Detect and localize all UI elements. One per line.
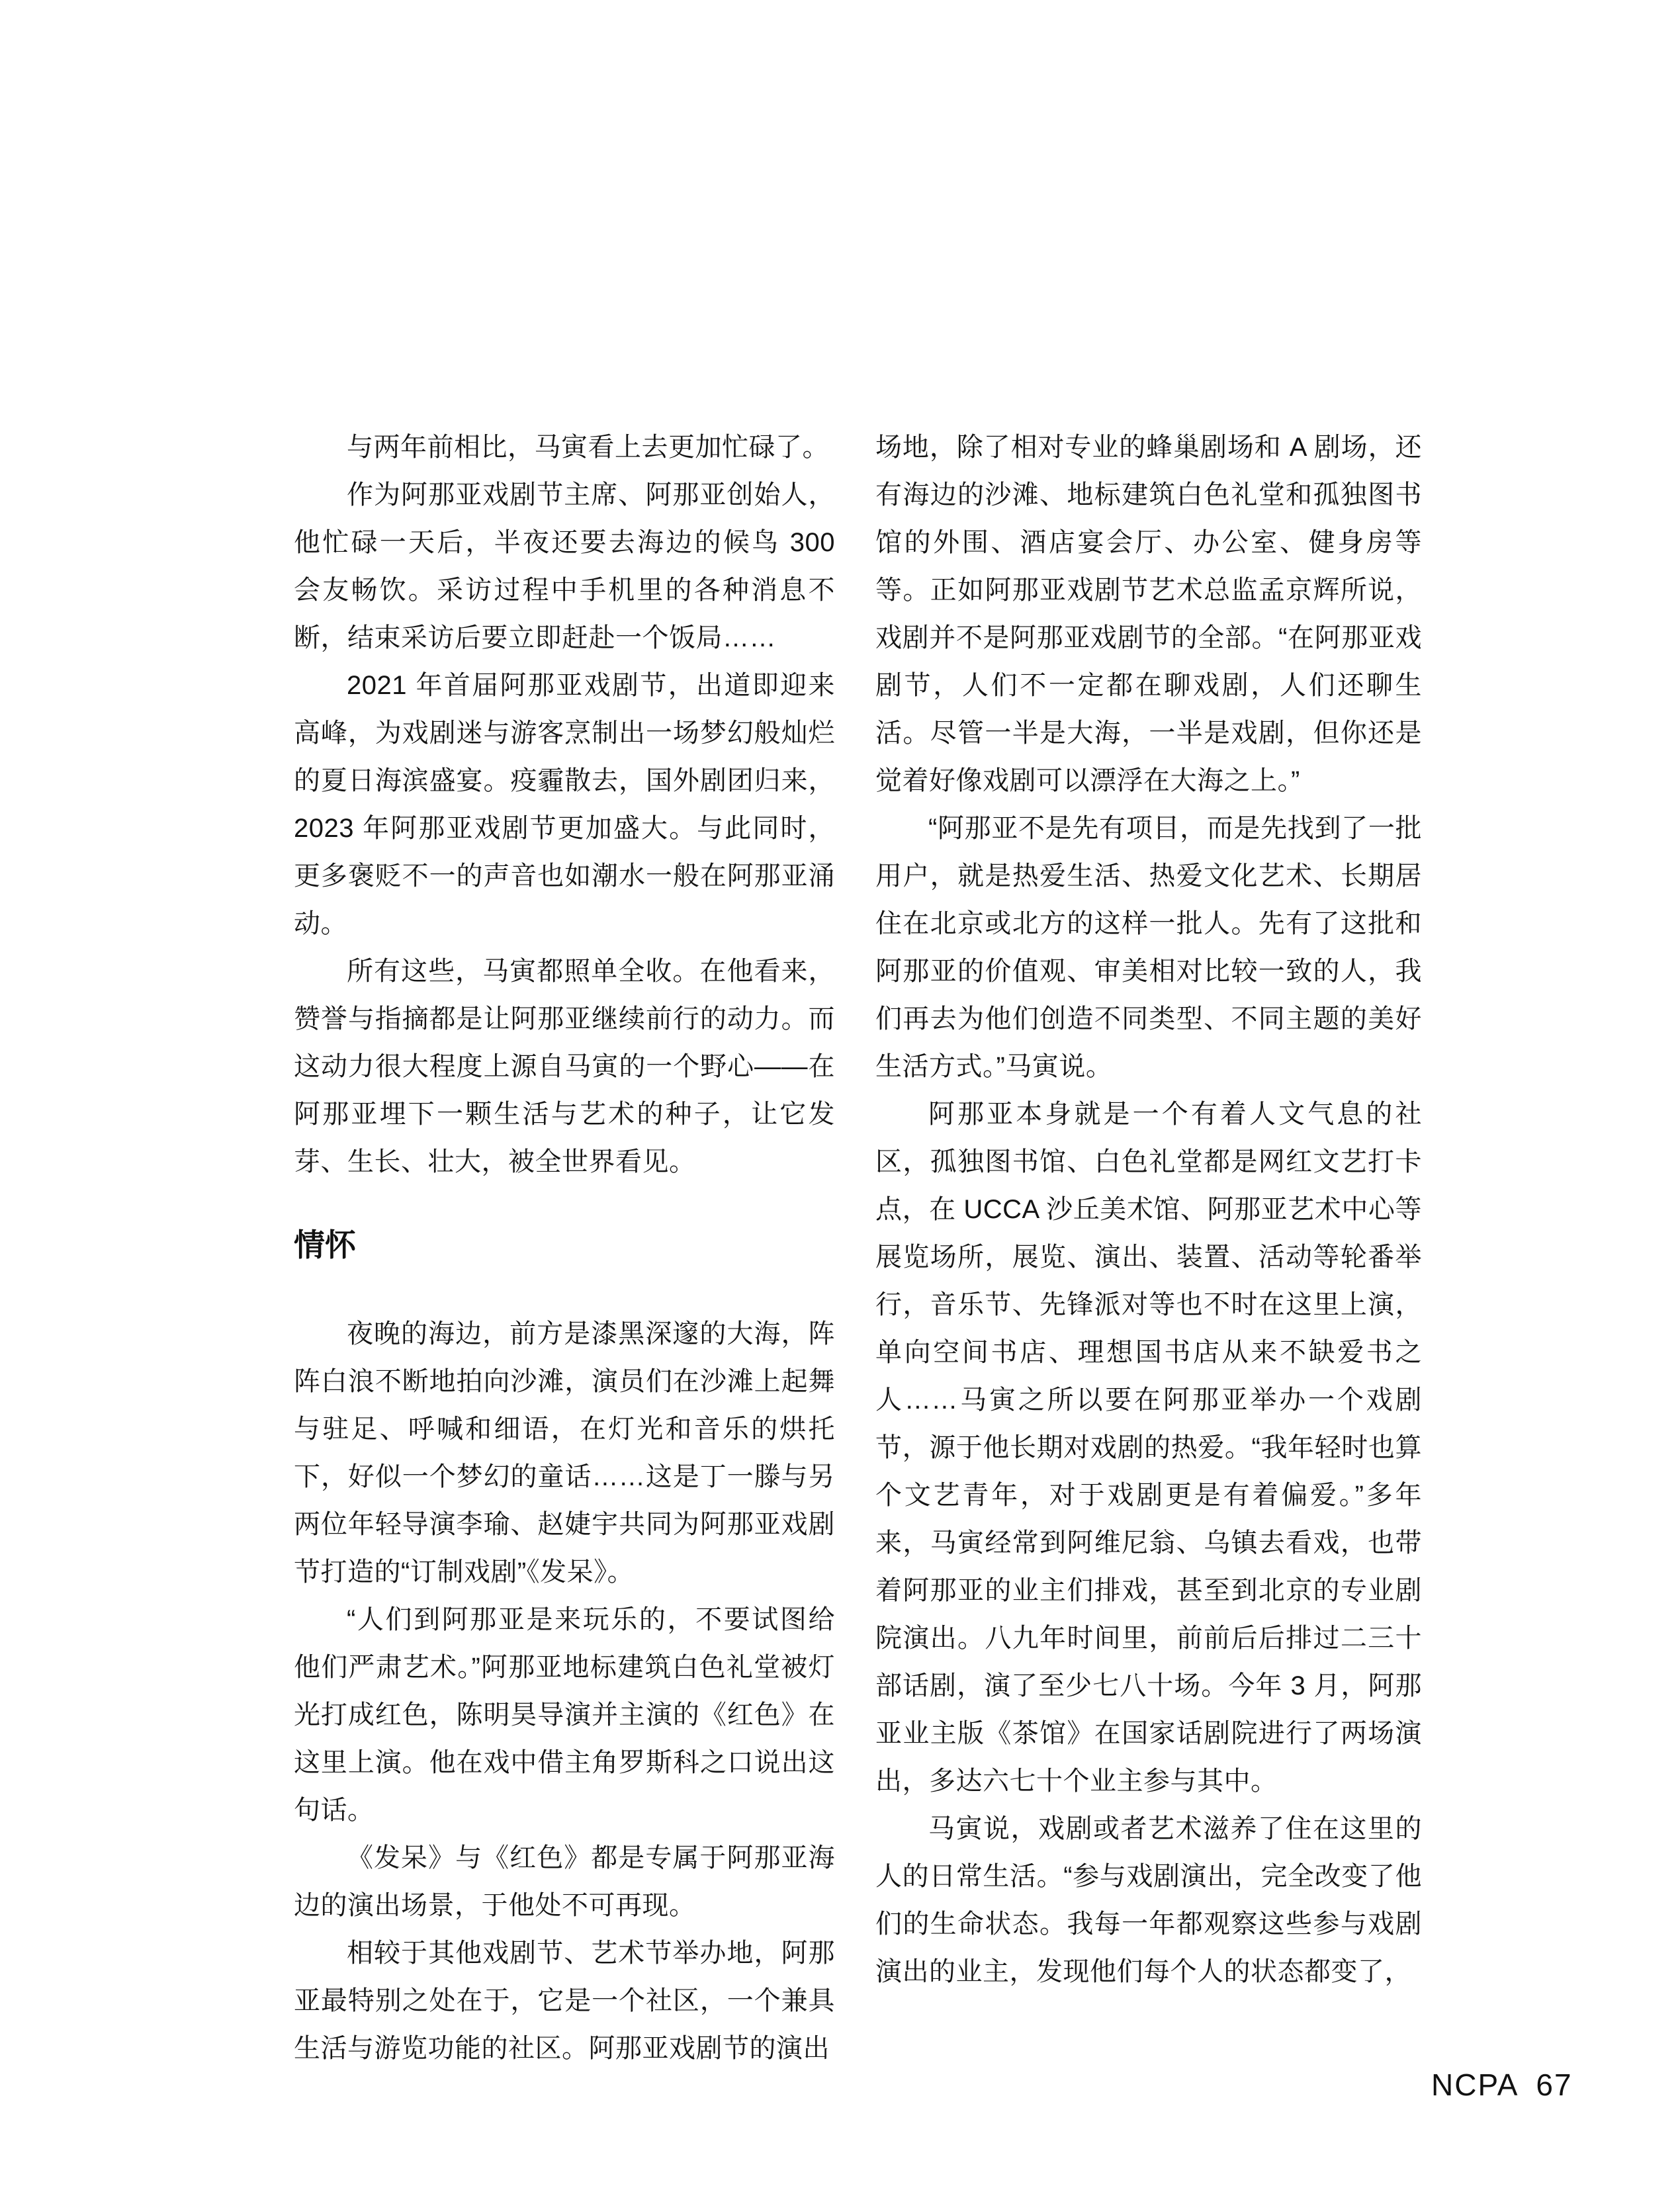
paragraph: 与两年前相比，马寅看上去更加忙碌了。 (347, 433, 829, 462)
paragraph: 《发呆》与《红色》都是专属于阿那亚海边的演出场景，于他处不可再现。 (294, 1843, 835, 1920)
paragraph: 马寅说，戏剧或者艺术滋养了住在这里的人的日常生活。“参与戏剧演出，完全改变了他们的生命状态。我每一年都观察这些参与戏剧演出的业主，发现他们每个人的状态都变了， (875, 1814, 1422, 1986)
paragraph: 所有这些，马寅都照单全收。在他看来，赞誉与指摘都是让阿那亚继续前行的动力。而这动力很大程度上源自马寅的一个野心——在阿那亚埋下一颗生活与艺术的种子，让它发芽、生长、壮大，被全世界看见。 (294, 957, 835, 1176)
right-column (875, 423, 1422, 1995)
page-footer (1431, 2068, 1573, 2101)
section-heading: 情怀 (294, 1227, 356, 1262)
left-column (294, 423, 835, 2072)
journal-abbreviation: NCPA (1431, 2068, 1519, 2102)
paragraph: 2021 年首届阿那亚戏剧节，出道即迎来高峰，为戏剧迷与游客烹制出一场梦幻般灿烂的夏日海滨盛宴。疫霾散去，国外剧团归来，2023 年阿那亚戏剧节更加盛大。与此同时，更多褒贬不一的声音也如潮水一般在阿那亚涌动。 (294, 671, 835, 938)
paragraph: “人们到阿那亚是来玩乐的，不要试图给他们严肃艺术。”阿那亚地标建筑白色礼堂被灯光打成红色，陈明昊导演并主演的《红色》在这里上演。他在戏中借主角罗斯科之口说出这句话。 (294, 1605, 835, 1825)
page-number: 67 (1536, 2068, 1573, 2102)
paragraph-continuation: 场地，除了相对专业的蜂巢剧场和 A 剧场，还有海边的沙滩、地标建筑白色礼堂和孤独图书馆的外围、酒店宴会厅、办公室、健身房等等。正如阿那亚戏剧节艺术总监孟京辉所说，戏剧并不是阿那亚戏剧节的全部。“在阿那亚戏剧节，人们不一定都在聊戏剧，人们还聊生活。尽管一半是大海，一半是戏剧，但你还是觉着好像戏剧可以漂浮在大海之上。” (875, 433, 1422, 795)
paragraph: 夜晚的海边，前方是漆黑深邃的大海，阵阵白浪不断地拍向沙滩，演员们在沙滩上起舞与驻足、呼喊和细语，在灯光和音乐的烘托下，好似一个梦幻的童话……这是丁一滕与另两位年轻导演李瑜、赵婕宇共同为阿那亚戏剧节打造的“订制戏剧”《发呆》。 (294, 1319, 835, 1587)
paragraph: “阿那亚不是先有项目，而是先找到了一批用户，就是热爱生活、热爱文化艺术、长期居住在北京或北方的这样一批人。先有了这批和阿那亚的价值观、审美相对比较一致的人，我们再去为他们创造不同类型、不同主题的美好生活方式。”马寅说。 (875, 814, 1422, 1081)
paragraph: 相较于其他戏剧节、艺术节举办地，阿那亚最特别之处在于，它是一个社区，一个兼具生活与游览功能的社区。阿那亚戏剧节的演出 (294, 1939, 835, 2063)
paragraph: 作为阿那亚戏剧节主席、阿那亚创始人，他忙碌一天后，半夜还要去海边的候鸟 300 会友畅饮。采访过程中手机里的各种消息不断，结束采访后要立即赶赴一个饭局…… (294, 480, 835, 652)
paragraph: 阿那亚本身就是一个有着人文气息的社区，孤独图书馆、白色礼堂都是网红文艺打卡点，在 UCCA 沙丘美术馆、阿那亚艺术中心等展览场所，展览、演出、装置、活动等轮番举行，音乐节、先锋派对等也不时在这里上演，单向空间书店、理想国书店从来不缺爱书之人……马寅之所以要在阿那亚举办一个戏剧节，源于他长期对戏剧的热爱。“我年轻时也算个文艺青年，对于戏剧更是有着偏爱。”多年来，马寅经常到阿维尼翁、乌镇去看戏，也带着阿那亚的业主们排戏，甚至到北京的专业剧院演出。八九年时间里，前前后后排过二三十部话剧，演了至少七八十场。今年 3 月，阿那亚业主版《茶馆》在国家话剧院进行了两场演出，多达六七十个业主参与其中。 (875, 1100, 1422, 1796)
